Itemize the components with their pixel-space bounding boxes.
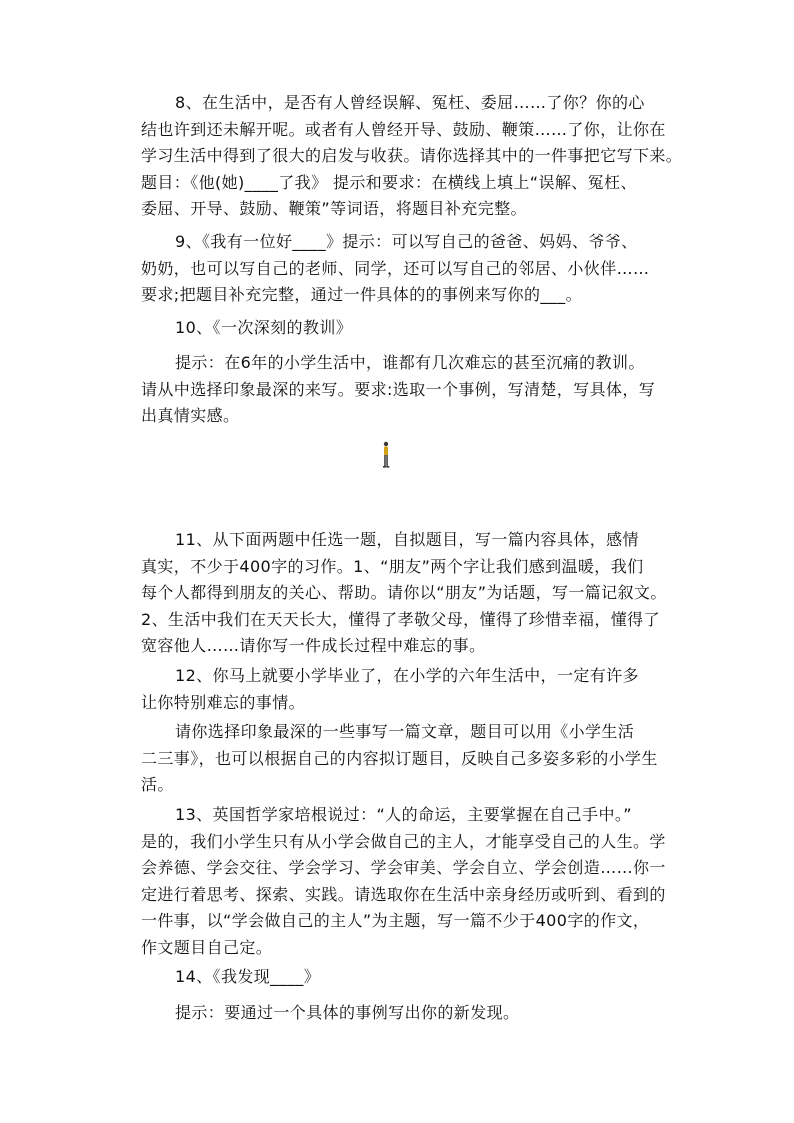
text-line: 8、在生活中，是否有人曾经误解、冤枉、委屈……了你？你的心 [175, 93, 645, 112]
text-line: 真实，不少于400字的习作。1、“朋友”两个字让我们感到温暖，我们 [141, 556, 644, 576]
text-line: 奶奶，也可以写自己的老师、同学，还可以写自己的邻居、小伙伴…… [141, 258, 650, 278]
text-line: 2、生活中我们在天天长大，懂得了孝敬父母，懂得了珍惜幸福，懂得了 [141, 609, 660, 629]
text-line: 提示：在6年的小学生活中，谁都有几次难忘的甚至沉痛的教训。 [175, 353, 645, 372]
small-illustration [381, 437, 421, 473]
text-line: 14、《我发现____》 [175, 967, 321, 986]
text-line: 宽容他人……请你写一件成长过程中难忘的事。 [141, 636, 486, 655]
prompt-13 [141, 802, 676, 961]
prompt-10-hint [141, 350, 676, 430]
text-line: 提示：要通过一个具体的事例写出你的新发现。 [175, 1003, 520, 1022]
person-figure-icon [382, 441, 390, 469]
text-line: 12、你马上就要小学毕业了，在小学的六年生活中，一定有许多 [175, 666, 639, 685]
text-line: 二三事》，也可以根据自己的内容拟订题目，反映自己多姿多彩的小学生 [141, 748, 658, 768]
text-line: 11、从下面两题中任选一题，自拟题目，写一篇内容具体，感情 [175, 530, 639, 549]
prompt-9 [141, 229, 676, 309]
prompt-12 [141, 663, 676, 716]
text-line: 每个人都得到朋友的关心、帮助。请你以“朋友”为话题，写一篇记叙文。 [141, 583, 667, 602]
text-line: 结也许到还未解开呢。或者有人曾经开导、鼓励、鞭策……了你，让你在 [141, 119, 666, 139]
text-line: 9、《我有一位好____》提示：可以写自己的爸爸、妈妈、爷爷、 [175, 232, 638, 251]
text-line: 让你特别难忘的事情。 [141, 692, 306, 712]
text-line: 活。 [141, 775, 174, 794]
text-line: 是的，我们小学生只有从小学会做自己的主人，才能享受自己的人生。学 [141, 831, 666, 851]
text-line: 学习生活中得到了很大的启发与收获。请你选择其中的一件事把它写下来。 [141, 146, 683, 165]
text-line: 要求;把题目补充完整，通过一件具体的的事例来写你的___。 [141, 285, 582, 304]
prompt-12-requirement [141, 719, 676, 799]
text-line: 请你选择印象最深的一些事写一篇文章，题目可以用《小学生活 [175, 722, 635, 741]
text-line: 出真情实感。 [141, 406, 240, 425]
text-line: 请从中选择印象最深的来写。要求:选取一个事例，写清楚，写具体，写 [141, 379, 656, 399]
text-line: 一件事，以“学会做自己的主人”为主题，写一篇不少于400字的作文， [141, 911, 650, 930]
prompt-10-title [141, 315, 676, 342]
prompt-14-hint [141, 1000, 676, 1027]
prompt-8 [141, 90, 683, 223]
prompt-11 [141, 527, 676, 660]
text-line: 定进行着思考、探索、实践。请选取你在生活中亲身经历或听到、看到的 [141, 884, 666, 904]
text-line: 题目：《他(她)____了我》 提示和要求：在横线上填上“误解、冤枉、 [141, 172, 637, 192]
text-line: 委屈、开导、鼓励、鞭策”等词语，将题目补充完整。 [141, 199, 527, 218]
text-line: 会养德、学会交往、学会学习、学会审美、学会自立、学会创造……你一 [141, 858, 666, 877]
prompt-14-title [141, 964, 676, 991]
text-line: 作文题目自己定。 [141, 937, 273, 957]
text-line: 10、《一次深刻的教训》 [175, 318, 353, 337]
text-line: 13、英国哲学家培根说过：“人的命运，主要掌握在自己手中。” [175, 805, 632, 824]
